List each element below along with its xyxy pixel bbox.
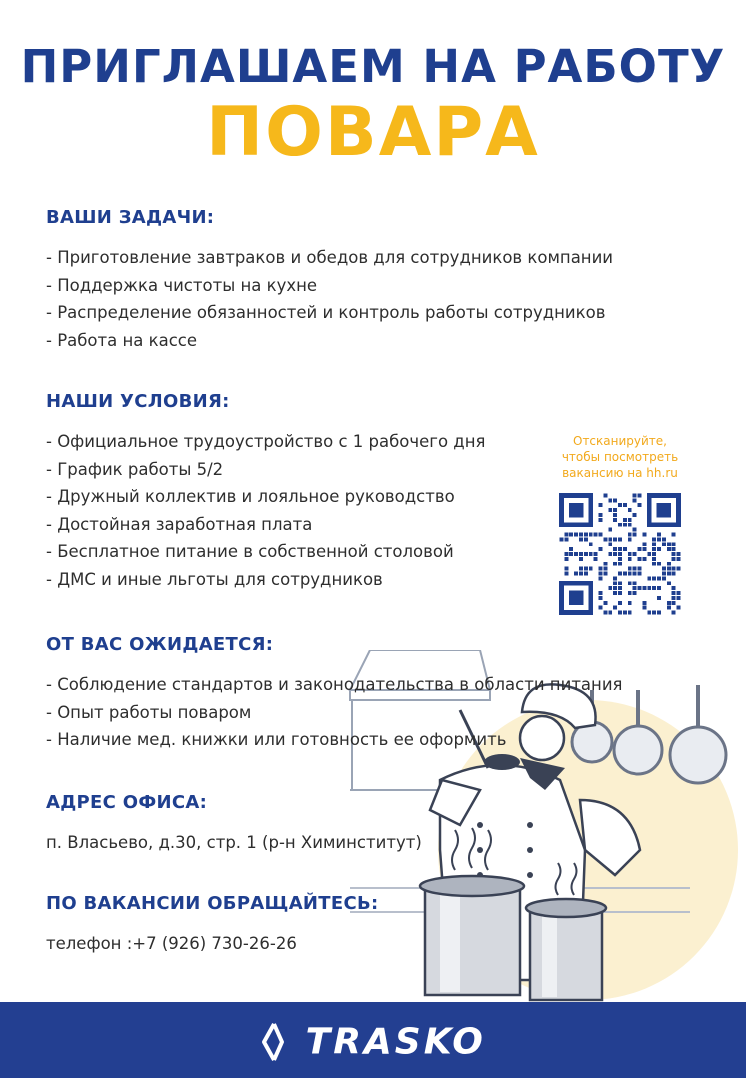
list-item: - Наличие мед. книжки или готовность ее оформить [46,730,507,749]
qr-caption-line: вакансию на hh.ru [562,466,678,480]
list-item: - Приготовление завтраков и обедов для сотрудников компании [46,248,614,267]
expectations-section [46,634,686,754]
list-item: - Дружный коллектив и лояльное руководство [46,487,455,506]
conditions-list [46,428,686,593]
brand-mark-icon [260,1022,286,1062]
tasks-section [46,207,686,354]
contact-section [46,893,686,958]
conditions-section [46,391,686,593]
list-item: - Работа на кассе [46,330,198,350]
brand-logo [0,1020,746,1063]
list-item: - Соблюдение стандартов и законодательства в области питания [46,675,623,694]
phone-text[interactable]: телефон :+7 (926) 730-26-26 [46,934,297,953]
footer-bar [0,1002,746,1078]
tasks-list [46,244,686,354]
expectations-heading: ОТ ВАС ОЖИДАЕТСЯ: [46,634,274,655]
address-text: п. Власьево, д.30, стр. 1 (р-н Химинститут) [46,833,422,852]
address-heading: АДРЕС ОФИСА: [46,792,208,813]
brand-name: TRASKO [305,1021,486,1063]
tasks-heading: ВАШИ ЗАДАЧИ: [46,207,215,228]
list-item: - Официальное трудоустройство с 1 рабочего дня [46,432,486,451]
expectations-list [46,671,686,754]
headline-invite: ПРИГЛАШАЕМ НА РАБОТУ [20,40,726,93]
qr-caption-line: чтобы посмотреть [561,450,679,464]
list-item: - Опыт работы поваром [46,702,252,722]
headline-position: ПОВАРА [206,93,540,172]
conditions-heading: НАШИ УСЛОВИЯ: [46,391,230,412]
list-item: - Достойная заработная плата [46,514,313,534]
list-item: - Поддержка чистоты на кухне [46,275,318,295]
qr-caption-line: Отсканируйте, [573,434,667,448]
contact-heading: ПО ВАКАНСИИ ОБРАЩАЙТЕСЬ: [46,893,379,914]
list-item: - ДМС и иные льготы для сотрудников [46,569,383,589]
list-item: - График работы 5/2 [46,459,224,479]
address-section [46,792,686,857]
list-item: - Бесплатное питание в собственной столовой [46,542,454,561]
list-item: - Распределение обязанностей и контроль работы сотрудников [46,303,606,322]
